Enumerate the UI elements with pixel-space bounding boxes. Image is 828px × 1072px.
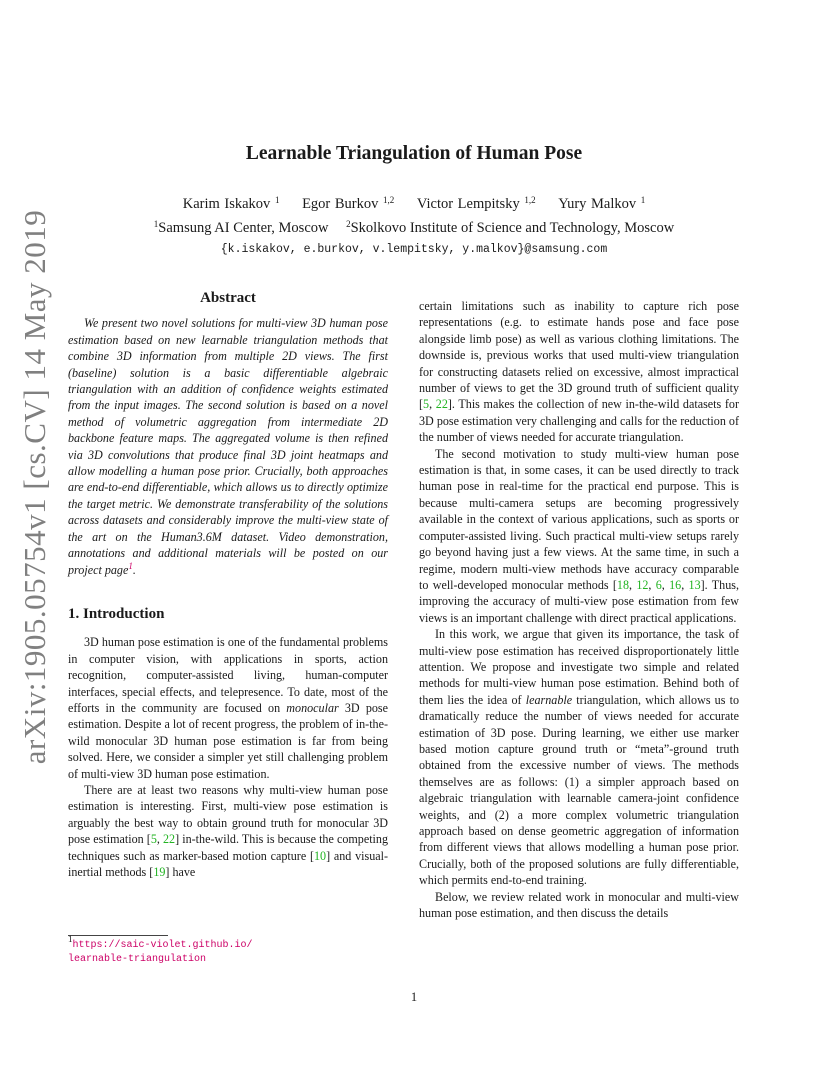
paper-title: Learnable Triangulation of Human Pose <box>245 143 583 164</box>
citation-link[interactable]: 22 <box>435 397 448 412</box>
intro-paragraph-2: There are at least two reasons why multi-view human pose estimation is interesting. First, multi-view pose estimation is arguably the best way to obtain ground truth for monocular 3D pose estimation [5, 22] in-the-wild. This is because the competing techniques such as marker-based motion capture [10] and visual-inertial methods [19] have <box>68 782 389 879</box>
author: Karim Iskakov $^1$ <box>182 195 280 212</box>
citation-link[interactable]: 6 <box>655 577 662 592</box>
intro-paragraph-3: The second motivation to study multi-view human pose estimation is that, in some cases, it can be used directly to track human pose in real-time for the practical end purpose. This is because multi-camera setups are becoming progressively available in the context of various applications, such as sports or computer-assisted living. Such practical multi-view setups rarely go beyond having just a few views. At the same time, in such a regime, modern multi-view methods have accuracy comparable to well-developed monocular methods [18, 12, 6, 16, 13]. Thus, improving the accuracy of multi-view pose estimation from few views is an important challenge with direct practical applications. <box>419 446 739 625</box>
page-number: 1 <box>410 990 418 1004</box>
citation-link[interactable]: 19 <box>153 865 166 879</box>
intro-paragraph-5: Below, we review related work in monocular and multi-view human pose estimation, and then discuss the details <box>419 889 739 921</box>
abstract-body: We present two novel solutions for multi-view 3D human pose estimation based on new learnable triangulation methods that combine 3D information from multiple 2D views. The first (baseline) solution is a basic differentiable algebraic triangulation with an addition of confidence weights estimated from the input images. The second solution is based on a novel method of volumetric aggregation from intermediate 2D backbone feature maps. The aggregated volume is then refined via 3D convolutions that produce final 3D joint heatmaps and allow modelling a human pose prior. Crucially, both approaches are end-to-end differentiable, which allows us to directly optimize the target metric. We demonstrate transferability of the solutions across datasets and considerably improve the multi-view state of the art on the Human3.6M dataset. Video demonstration, annotations and additional materials will be posted on our project page$^1$. <box>68 316 388 577</box>
author: Victor Lempitsky $^{1,2}$ <box>416 195 536 212</box>
right-column <box>419 298 739 921</box>
section-heading-introduction: 1. Introduction <box>68 605 165 622</box>
citation-link[interactable]: 10 <box>313 848 327 863</box>
footnote-divider <box>68 935 168 936</box>
project-page-link-continued[interactable]: learnable-triangulation <box>68 954 207 965</box>
affiliation: $^1$Samsung AI Center, Moscow <box>153 219 329 236</box>
footnote: $^1$https://saic-violet.github.io/ learnable-triangulation <box>68 934 253 965</box>
affiliation-list <box>0 220 828 237</box>
citation-link[interactable]: 5 <box>150 832 157 847</box>
project-page-link[interactable]: https://saic-violet.github.io/ <box>72 940 253 951</box>
citation-link[interactable]: 22 <box>163 832 176 847</box>
author: Yury Malkov $^1$ <box>558 195 646 212</box>
citation-link[interactable]: 13 <box>688 577 701 592</box>
intro-paragraph-4: In this work, we argue that given its importance, the task of multi-view pose estimation has received disproportionately little attention. We propose and investigate two simple and related methods for multi-view human pose estimation. Behind both of them lies the idea of learnable triangulation, which allows us to dramatically reduce the number of views needed for accurate estimation of 3D pose. During learning, we either use marker based motion capture ground truth or “meta”-ground truth obtained from the excessive number of views. The methods themselves are as follows: (1) a simpler approach based on algebraic triangulation with learnable camera-joint confidence weights, and (2) a more complex volumetric triangulation approach based on dense geometric aggregation of information from different views that allows modelling a human pose prior. Crucially, both of the proposed solutions are fully differentiable, which permits end-to-end training. <box>419 627 739 888</box>
intro-paragraph-1: 3D human pose estimation is one of the fundamental problems in computer vision, with applications in sports, action recognition, computer-assisted living, human-computer interfaces, special effects, and telepresence. To date, most of the efforts in the community are focused on monocular 3D pose estimation. Despite a lot of recent progress, the problem of in-the-wild monocular 3D human pose estimation is far from being solved. Here, we consider a simpler yet still challenging problem of multi-view 3D human pose estimation. <box>68 635 388 781</box>
abstract-heading: Abstract <box>200 290 256 306</box>
footnote-marker[interactable]: 1 <box>128 560 133 571</box>
citation-link[interactable]: 5 <box>423 397 430 412</box>
affiliation: $^2$Skolkovo Institute of Science and Technology, Moscow <box>346 219 675 236</box>
citation-link[interactable]: 18 <box>616 577 629 592</box>
left-column <box>68 290 388 880</box>
citation-link[interactable]: 16 <box>669 577 682 592</box>
author-emails: {k.iskakov, e.burkov, v.lempitsky, y.malkov}@samsung.com <box>220 243 608 256</box>
author: Egor Burkov $^{1,2}$ <box>302 195 395 212</box>
citation-link[interactable]: 12 <box>636 577 649 592</box>
intro-paragraph-continued: certain limitations such as inability to capture rich pose representations (e.g. to estimate hands pose and face pose alongside limb pose) as well as various clothing limitations. The downside is, previous works that used multi-view triangulation for constructing datasets relied on excessive, almost impractical number of views to get the 3D ground truth of sufficient quality [5, 22]. This makes the collection of new in-the-wild datasets for 3D pose estimation very challenging and calls for the reduction of the number of views needed for accurate triangulation. <box>419 299 739 445</box>
author-list <box>0 196 828 213</box>
arxiv-identifier-stamp: arXiv:1905.05754v1 [cs.CV] 14 May 2019 <box>17 209 52 765</box>
